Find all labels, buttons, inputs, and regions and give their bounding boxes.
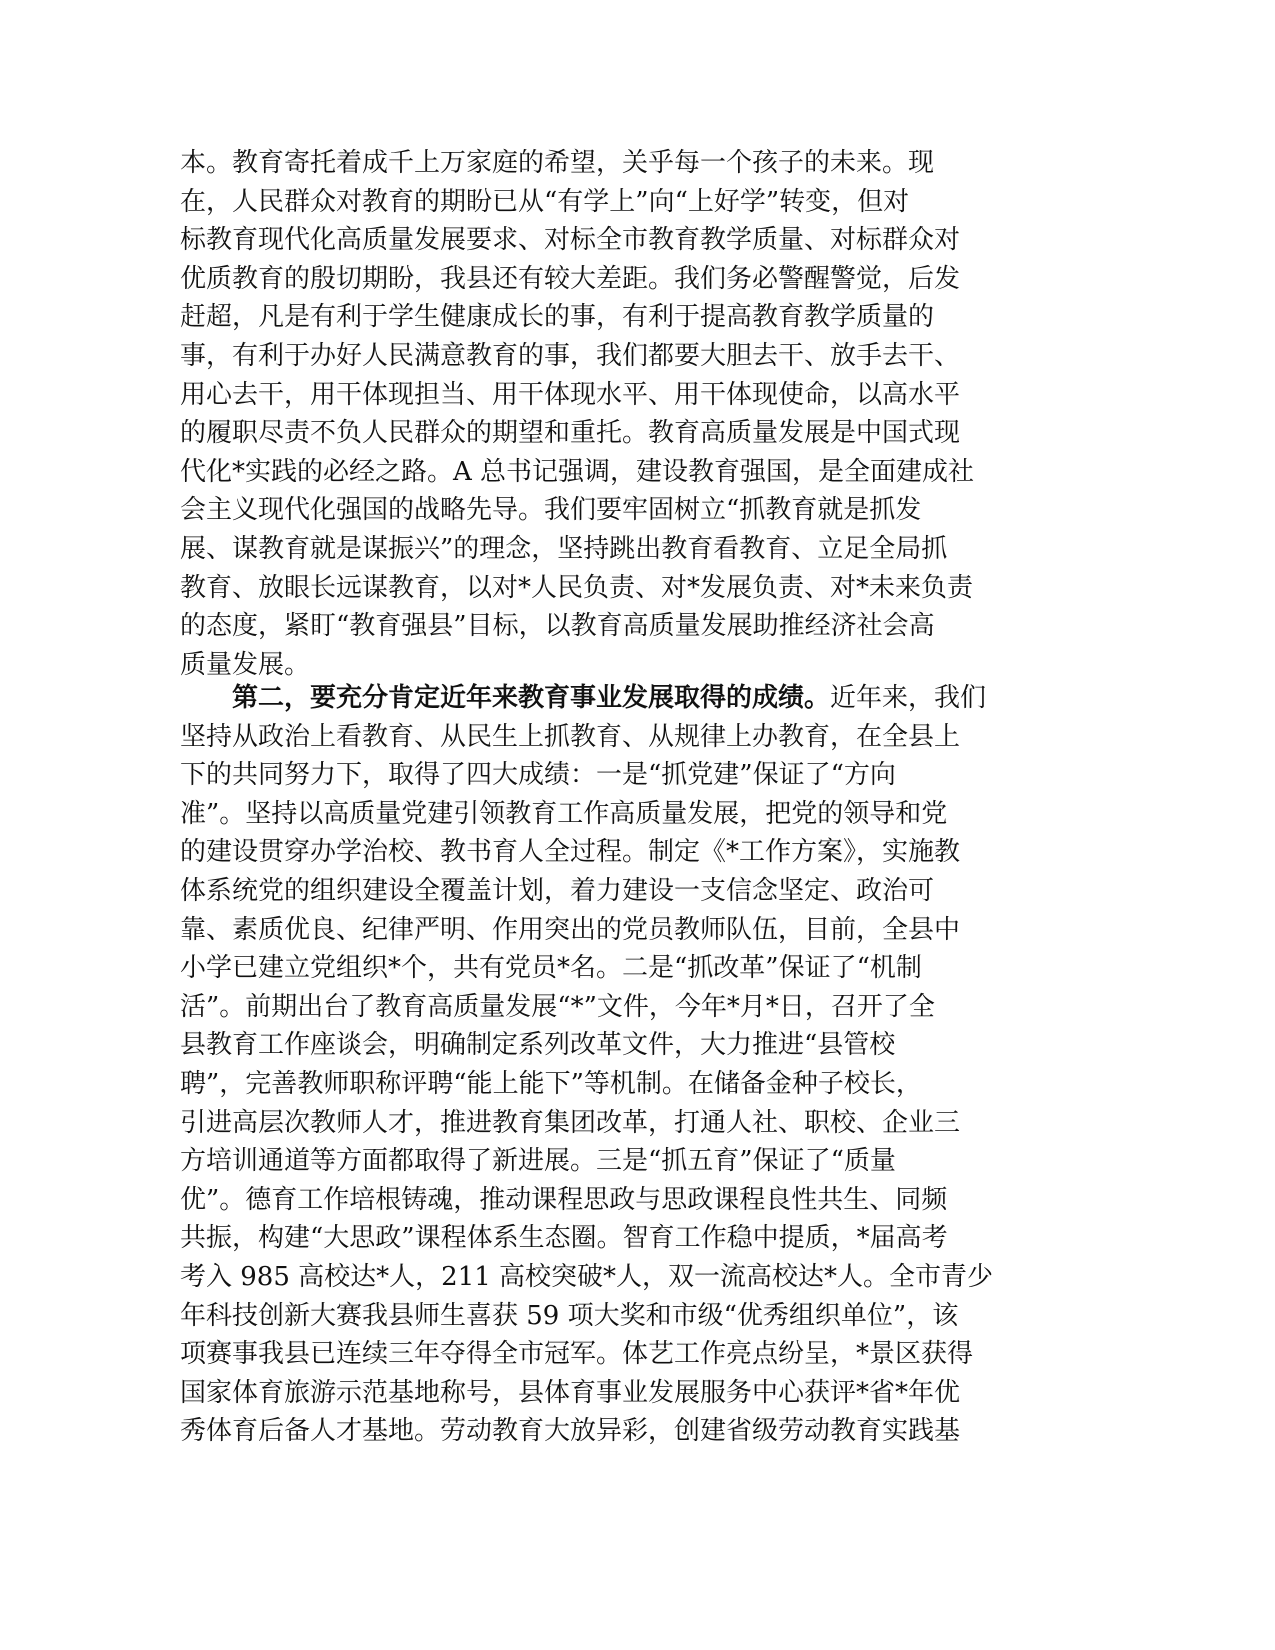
paragraph-1 [180,144,1080,684]
paragraph-line: 标教育现代化高质量发展要求、对标全市教育教学质量、对标群众对 [180,225,961,256]
paragraph-line: 在，人民群众对教育的期盼已从“有学上”向“上好学”转变，但对 [180,186,910,217]
paragraph-line: 小学已建立党组织*个，共有党员*名。二是“抓改革”保证了“机制 [180,953,922,984]
paragraph-line: 秀体育后备人才基地。劳动教育大放异彩，创建省级劳动教育实践基 [180,1416,961,1447]
heading-continuation: 近年来，我们 [830,683,987,713]
paragraph-line: 的履职尽责不负人民群众的期望和重托。教育高质量发展是中国式现 [180,418,961,449]
paragraph-line: 代化*实践的必经之路。A 总书记强调，建设教育强国，是全面建成社 [180,456,975,487]
paragraph-line: 下的共同努力下，取得了四大成绩：一是“抓党建”保证了“方向 [180,760,896,791]
paragraph-line: 县教育工作座谈会，明确制定系列改革文件，大力推进“县管校 [180,1030,896,1061]
paragraph-line: 教育、放眼长远谋教育，以对*人民负责、对*发展负责、对*未来负责 [180,572,974,603]
paragraph-line: 国家体育旅游示范基地称号，县体育事业发展服务中心获评*省*年优 [180,1377,961,1408]
paragraph-line: 的建设贯穿办学治校、教书育人全过程。制定《*工作方案》，实施教 [180,837,961,868]
paragraph-line: 会主义现代化强国的战略先导。我们要牢固树立“抓教育就是抓发 [180,495,922,526]
paragraph-line: 方培训通道等方面都取得了新进展。三是“抓五育”保证了“质量 [180,1146,896,1177]
paragraph-line: 优质教育的殷切期盼，我县还有较大差距。我们务必警醒警觉，后发 [180,263,961,294]
paragraph-line: 靠、素质优良、纪律严明、作用突出的党员教师队伍，目前，全县中 [180,914,961,945]
paragraph-2 [180,679,1080,1451]
paragraph-line: 共振，构建“大思政”课程体系生态圈。智育工作稳中提质，*届高考 [180,1223,948,1254]
paragraph-line: 赶超，凡是有利于学生健康成长的事，有利于提高教育教学质量的 [180,302,935,333]
paragraph-first-line [180,679,1080,718]
paragraph-line: 用心去干，用干体现担当、用干体现水平、用干体现使命，以高水平 [180,379,961,410]
paragraph-line: 本。教育寄托着成千上万家庭的希望，关乎每一个孩子的未来。现 [180,148,935,178]
paragraph-line: 活”。前期出台了教育高质量发展“*”文件，今年*月*日，召开了全 [180,991,935,1022]
paragraph-line: 聘”，完善教师职称评聘“能上能下”等机制。在储备金种子校长， [180,1068,922,1099]
paragraph-line: 质量发展。 [180,649,311,680]
paragraph-line: 展、谋教育就是谋振兴”的理念，坚持跳出教育看教育、立足全局抓 [180,533,948,564]
paragraph-line: 优”。德育工作培根铸魂，推动课程思政与思政课程良性共生、同频 [180,1184,948,1215]
paragraph-line: 准”。坚持以高质量党建引领教育工作高质量发展，把党的领导和党 [180,798,948,829]
paragraph-line: 的态度，紧盯“教育强县”目标，以教育高质量发展助推经济社会高 [180,611,935,642]
section-heading: 第二，要充分肯定近年来教育事业发展取得的成绩。 [232,683,831,713]
paragraph-line: 体系统党的组织建设全覆盖计划，着力建设一支信念坚定、政治可 [180,875,935,906]
paragraph-line: 引进高层次教师人才，推进教育集团改革，打通人社、职校、企业三 [180,1107,961,1138]
paragraph-line: 项赛事我县已连续三年夺得全市冠军。体艺工作亮点纷呈，*景区获得 [180,1339,974,1370]
paragraph-line: 事，有利于办好人民满意教育的事，我们都要大胆去干、放手去干、 [180,340,961,371]
paragraph-line: 坚持从政治上看教育、从民生上抓教育、从规律上办教育，在全县上 [180,721,961,752]
paragraph-line: 考入 985 高校达*人，211 高校突破*人，双一流高校达*人。全市青少 [180,1261,994,1292]
paragraph-line: 年科技创新大赛我县师生喜获 59 项大奖和市级“优秀组织单位”，该 [180,1300,959,1331]
